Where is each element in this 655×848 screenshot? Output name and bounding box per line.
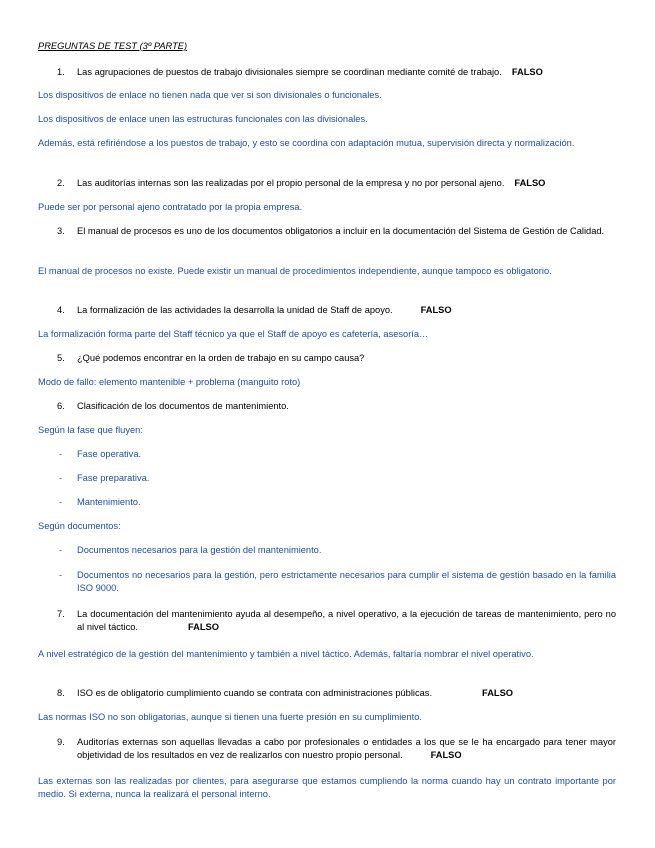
dash-bullet: - <box>59 473 63 483</box>
question-4 <box>57 304 616 317</box>
answer-6-fase-heading: Según la fase que fluyen: <box>38 425 143 435</box>
answer-1-line-2: Los dispositivos de enlace unen las estructuras funcionales con las divisionales. <box>38 114 368 124</box>
list-item <box>59 472 616 485</box>
question-text: El manual de procesos es uno de los documentos obligatorios a incluir en la documentación del Sistema de Gestión de Calidad. <box>77 226 605 236</box>
question-text: La formalización de las actividades la desarrolla la unidad de Staff de apoyo. <box>77 305 393 315</box>
question-5 <box>57 352 616 365</box>
list-item-text: Fase operativa. <box>77 449 142 459</box>
question-7 <box>57 608 616 634</box>
list-item-text: Documentos no necesarios para la gestión, pero estrictamente necesarios para cumplir el sistema de gestión basado en la familia ISO 9000. <box>77 570 616 593</box>
question-3 <box>57 225 616 238</box>
answer-1-line-1: Los dispositivos de enlace no tienen nada que ver si son divisionales o funcionales. <box>38 90 382 100</box>
question-number: 7. <box>57 609 65 619</box>
question-number: 5. <box>57 353 65 363</box>
false-label: FALSO <box>420 305 452 315</box>
answer-4: La formalización forma parte del Staff técnico ya que el Staff de apoyo es cafetería, asesoría… <box>38 329 429 339</box>
list-item <box>59 569 616 595</box>
question-9 <box>57 736 616 762</box>
question-text: ISO es de obligatorio cumplimiento cuando se contrata con administraciones públicas. <box>77 688 433 698</box>
answer-9: Las externas son las realizadas por clientes, para asegurarse que estamos cumpliendo la norma cuando hay un contrato importante por medio. Si externa, nunca la realizará el personal interno. <box>38 776 616 799</box>
answer-5: Modo de fallo: elemento mantenible + problema (manguito roto) <box>38 377 301 387</box>
question-8 <box>57 687 616 700</box>
false-label: FALSO <box>187 622 219 632</box>
answer-3: El manual de procesos no existe. Puede existir un manual de procedimientos independiente, aunque tampoco es obligatorio. <box>38 266 552 276</box>
question-6 <box>57 400 616 413</box>
question-2 <box>57 177 616 190</box>
answer-8: Las normas ISO no son obligatorias, aunque si tienen una fuerte presión en su cumplimiento. <box>38 712 422 722</box>
question-number: 9. <box>57 737 65 747</box>
question-number: 4. <box>57 305 65 315</box>
page-title: PREGUNTAS DE TEST (3º PARTE) <box>38 41 188 51</box>
false-label: FALSO <box>514 178 546 188</box>
list-item <box>59 496 616 509</box>
question-text: Las auditorías internas son las realizadas por el propio personal de la empresa y no por personal ajeno. <box>77 178 505 188</box>
question-text: ¿Qué podemos encontrar en la orden de trabajo en su campo causa? <box>77 353 365 363</box>
answer-1-line-3: Además, está refiriéndose a los puestos de trabajo, y esto se coordina con adaptación mutua, supervisión directa y normalización. <box>38 138 575 148</box>
dash-bullet: - <box>59 497 63 507</box>
question-text: Las agrupaciones de puestos de trabajo divisionales siempre se coordinan mediante comité de trabajo. <box>77 67 502 77</box>
question-1 <box>57 66 616 79</box>
list-item-text: Documentos necesarios para la gestión del mantenimiento. <box>77 545 322 555</box>
false-label: FALSO <box>430 750 462 760</box>
question-number: 6. <box>57 401 65 411</box>
question-number: 2. <box>57 178 65 188</box>
false-label: FALSO <box>511 67 543 77</box>
answer-2: Puede ser por personal ajeno contratado por la propia empresa. <box>38 202 303 212</box>
dash-bullet: - <box>59 570 63 580</box>
answer-7: A nivel estratégico de la gestión del mantenimiento y también a nivel táctico. Además, faltaría nombrar el nivel operativo. <box>38 649 534 659</box>
question-text: La documentación del mantenimiento ayuda al desempeño, a nivel operativo, a la ejecución de tareas de mantenimiento, pero no al nivel táctico. <box>77 609 616 632</box>
list-item <box>59 448 616 461</box>
dash-bullet: - <box>59 545 63 555</box>
answer-6-doc-heading: Según documentos: <box>38 521 121 531</box>
list-item-text: Fase preparativa. <box>77 473 150 483</box>
list-item-text: Mantenimiento. <box>77 497 141 507</box>
question-text: Auditorías externas son aquellas llevadas a cabo por profesionales o entidades a los que se le ha encargado para tener mayor objetividad de los resultados en vez de realizarlos con nuestro propio personal. <box>77 737 616 760</box>
question-text: Clasificación de los documentos de mantenimiento. <box>77 401 289 411</box>
list-item <box>59 544 616 557</box>
question-number: 3. <box>57 226 65 236</box>
dash-bullet: - <box>59 449 63 459</box>
question-number: 8. <box>57 688 65 698</box>
question-number: 1. <box>57 67 65 77</box>
false-label: FALSO <box>482 688 514 698</box>
